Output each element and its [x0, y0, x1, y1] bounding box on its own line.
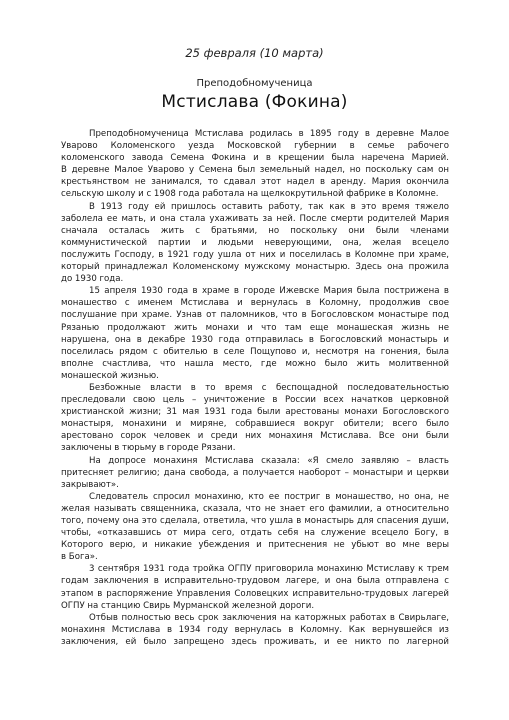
paragraph	[61, 455, 449, 491]
paragraph-line: годам заключения в исправительно-трудовом лагере, и она была отправлена с	[61, 576, 449, 587]
saint-rank: Преподобномученица	[196, 78, 313, 89]
paragraph-line: Отбыв полностью весь срок заключения на каторжных работах в Свирьлаге,	[89, 612, 449, 623]
paragraph-line: коммунистической партии и людьми неверующими, она, желая всецело	[61, 237, 449, 248]
paragraph-line: закрывают».	[61, 479, 119, 490]
paragraph-line: Следователь спросил монахиню, кто ее постриг в монашество, но она, не	[89, 491, 449, 502]
paragraph-line: В 1913 году ей пришлось оставить работу, так как в это время тяжело	[89, 201, 449, 212]
paragraph-line: послушание при храме. Узнав от паломников, что в Богословском монастыре под	[61, 310, 449, 321]
paragraph-line: Преподобномученица Мстислава родилась в 1895 году в деревне Малое	[89, 129, 449, 139]
paragraph-line: до 1930 года.	[61, 274, 124, 285]
paragraph-line: сначала осталась жить с братьями, но поскольку они были членами	[61, 225, 449, 236]
paragraph-line: поселилась рядом с обителью в селе Пощупово и, несмотря на гонения, была	[61, 346, 449, 357]
page-title: Мстислава (Фокина)	[161, 92, 348, 112]
paragraph-line: притесняет религию; дана свобода, а получается наоборот – монастыри и церкви	[61, 467, 449, 478]
feast-date: 25 февраля (10 марта)	[185, 46, 324, 60]
paragraph-line: В деревне Малое Уварово у Семена был земельный надел, но поскольку сам он	[61, 165, 449, 176]
paragraph-line: Рязанью продолжают жить монахи и что там еще монашеская жизнь не	[61, 322, 449, 333]
paragraph-line: который принадлежал Коломенскому мужскому монастырю. Здесь она прожила	[61, 262, 449, 273]
paragraph-line: На допросе монахиня Мстислава сказала: «Я смело заявляю – власть	[89, 455, 449, 466]
paragraph-line: ОГПУ на станцию Свирь Мурманской железной дороги.	[61, 600, 315, 611]
paragraph-line: 15 апреля 1930 года в храме в городе Ижевске Мария была пострижена в	[89, 286, 449, 297]
paragraph	[61, 612, 449, 648]
document-body	[61, 128, 449, 648]
paragraph-line: желая называть священника, сказала, что не знает его фамилии, а относительно	[61, 503, 449, 514]
paragraph	[61, 563, 449, 611]
paragraph-line: монашеской жизнью.	[61, 370, 159, 381]
paragraph-line: монашество с именем Мстислава и вернулась в Коломну, продолжив свое	[61, 298, 449, 309]
paragraph-line: коломенского завода Семена Фокина и в крещении была наречена Марией.	[61, 153, 449, 164]
paragraph-line: в Бога».	[61, 552, 98, 563]
paragraph-line: Которого верю, и никакие убеждения и притеснения не убьют во мне веры	[61, 540, 449, 551]
paragraph-line: заключены в тюрьму в городе Рязани.	[61, 443, 236, 454]
paragraph	[61, 285, 449, 382]
paragraph-line: чтобы, «отказавшись от мира сего, отдать себя на служение всецело Богу, в	[61, 528, 449, 539]
paragraph	[61, 491, 449, 564]
paragraph-line: монахиня Мстислава в 1934 году вернулась в Коломну. Как вернувшейся из	[61, 624, 449, 635]
paragraph-line: сельскую школу и с 1908 года работала на щелкокрутильной фабрике в Коломне.	[61, 189, 439, 200]
paragraph-line: послужить Господу, в 1921 году ушла от них и поселилась в Коломне при храме,	[61, 249, 449, 260]
paragraph-line: заболела ее мать, и она стала ухаживать за ней. После смерти родителей Мария	[61, 213, 449, 224]
paragraph-line: преследовали свою цель – уничтожение в России всех начатков церковной	[61, 395, 449, 406]
paragraph-line: этапом в распоряжение Управления Соловецких исправительно-трудовых лагерей	[61, 588, 449, 599]
paragraph-line: монастыря, монахини и миряне, собравшиеся вокруг обители; всего было	[61, 419, 449, 430]
paragraph-line: вполне счастлива, что нашла место, где можно было жить молитвенной	[61, 358, 449, 369]
paragraph-line: арестовано сорок человек и среди них монахиня Мстислава. Все они были	[61, 431, 449, 442]
paragraph-line: нарушена, она в декабре 1930 года отправилась в Богословский монастырь и	[61, 334, 449, 345]
paragraph-line: Безбожные власти в то время с беспощадной последовательностью	[89, 382, 449, 393]
paragraph-line: крестьянством не занимался, то сдавал этот надел в аренду. Мария окончила	[61, 177, 449, 188]
paragraph-line: христианской жизни; 31 мая 1931 года были арестованы монахи Богословского	[61, 407, 449, 418]
paragraph-line: того, почему она это сделала, ответила, что ушла в монастырь для спасения души,	[61, 516, 449, 526]
paragraph-line: Уварово Коломенского уезда Московской губернии в семье рабочего	[61, 141, 449, 152]
paragraph-line: заключения, ей было запрещено здесь проживать, и ее никто по лагерной	[61, 636, 449, 647]
paragraph	[61, 128, 449, 201]
paragraph-line: 3 сентября 1931 года тройка ОГПУ приговорила монахиню Мстиславу к трем	[89, 564, 449, 575]
paragraph	[61, 201, 449, 286]
paragraph	[61, 382, 449, 455]
